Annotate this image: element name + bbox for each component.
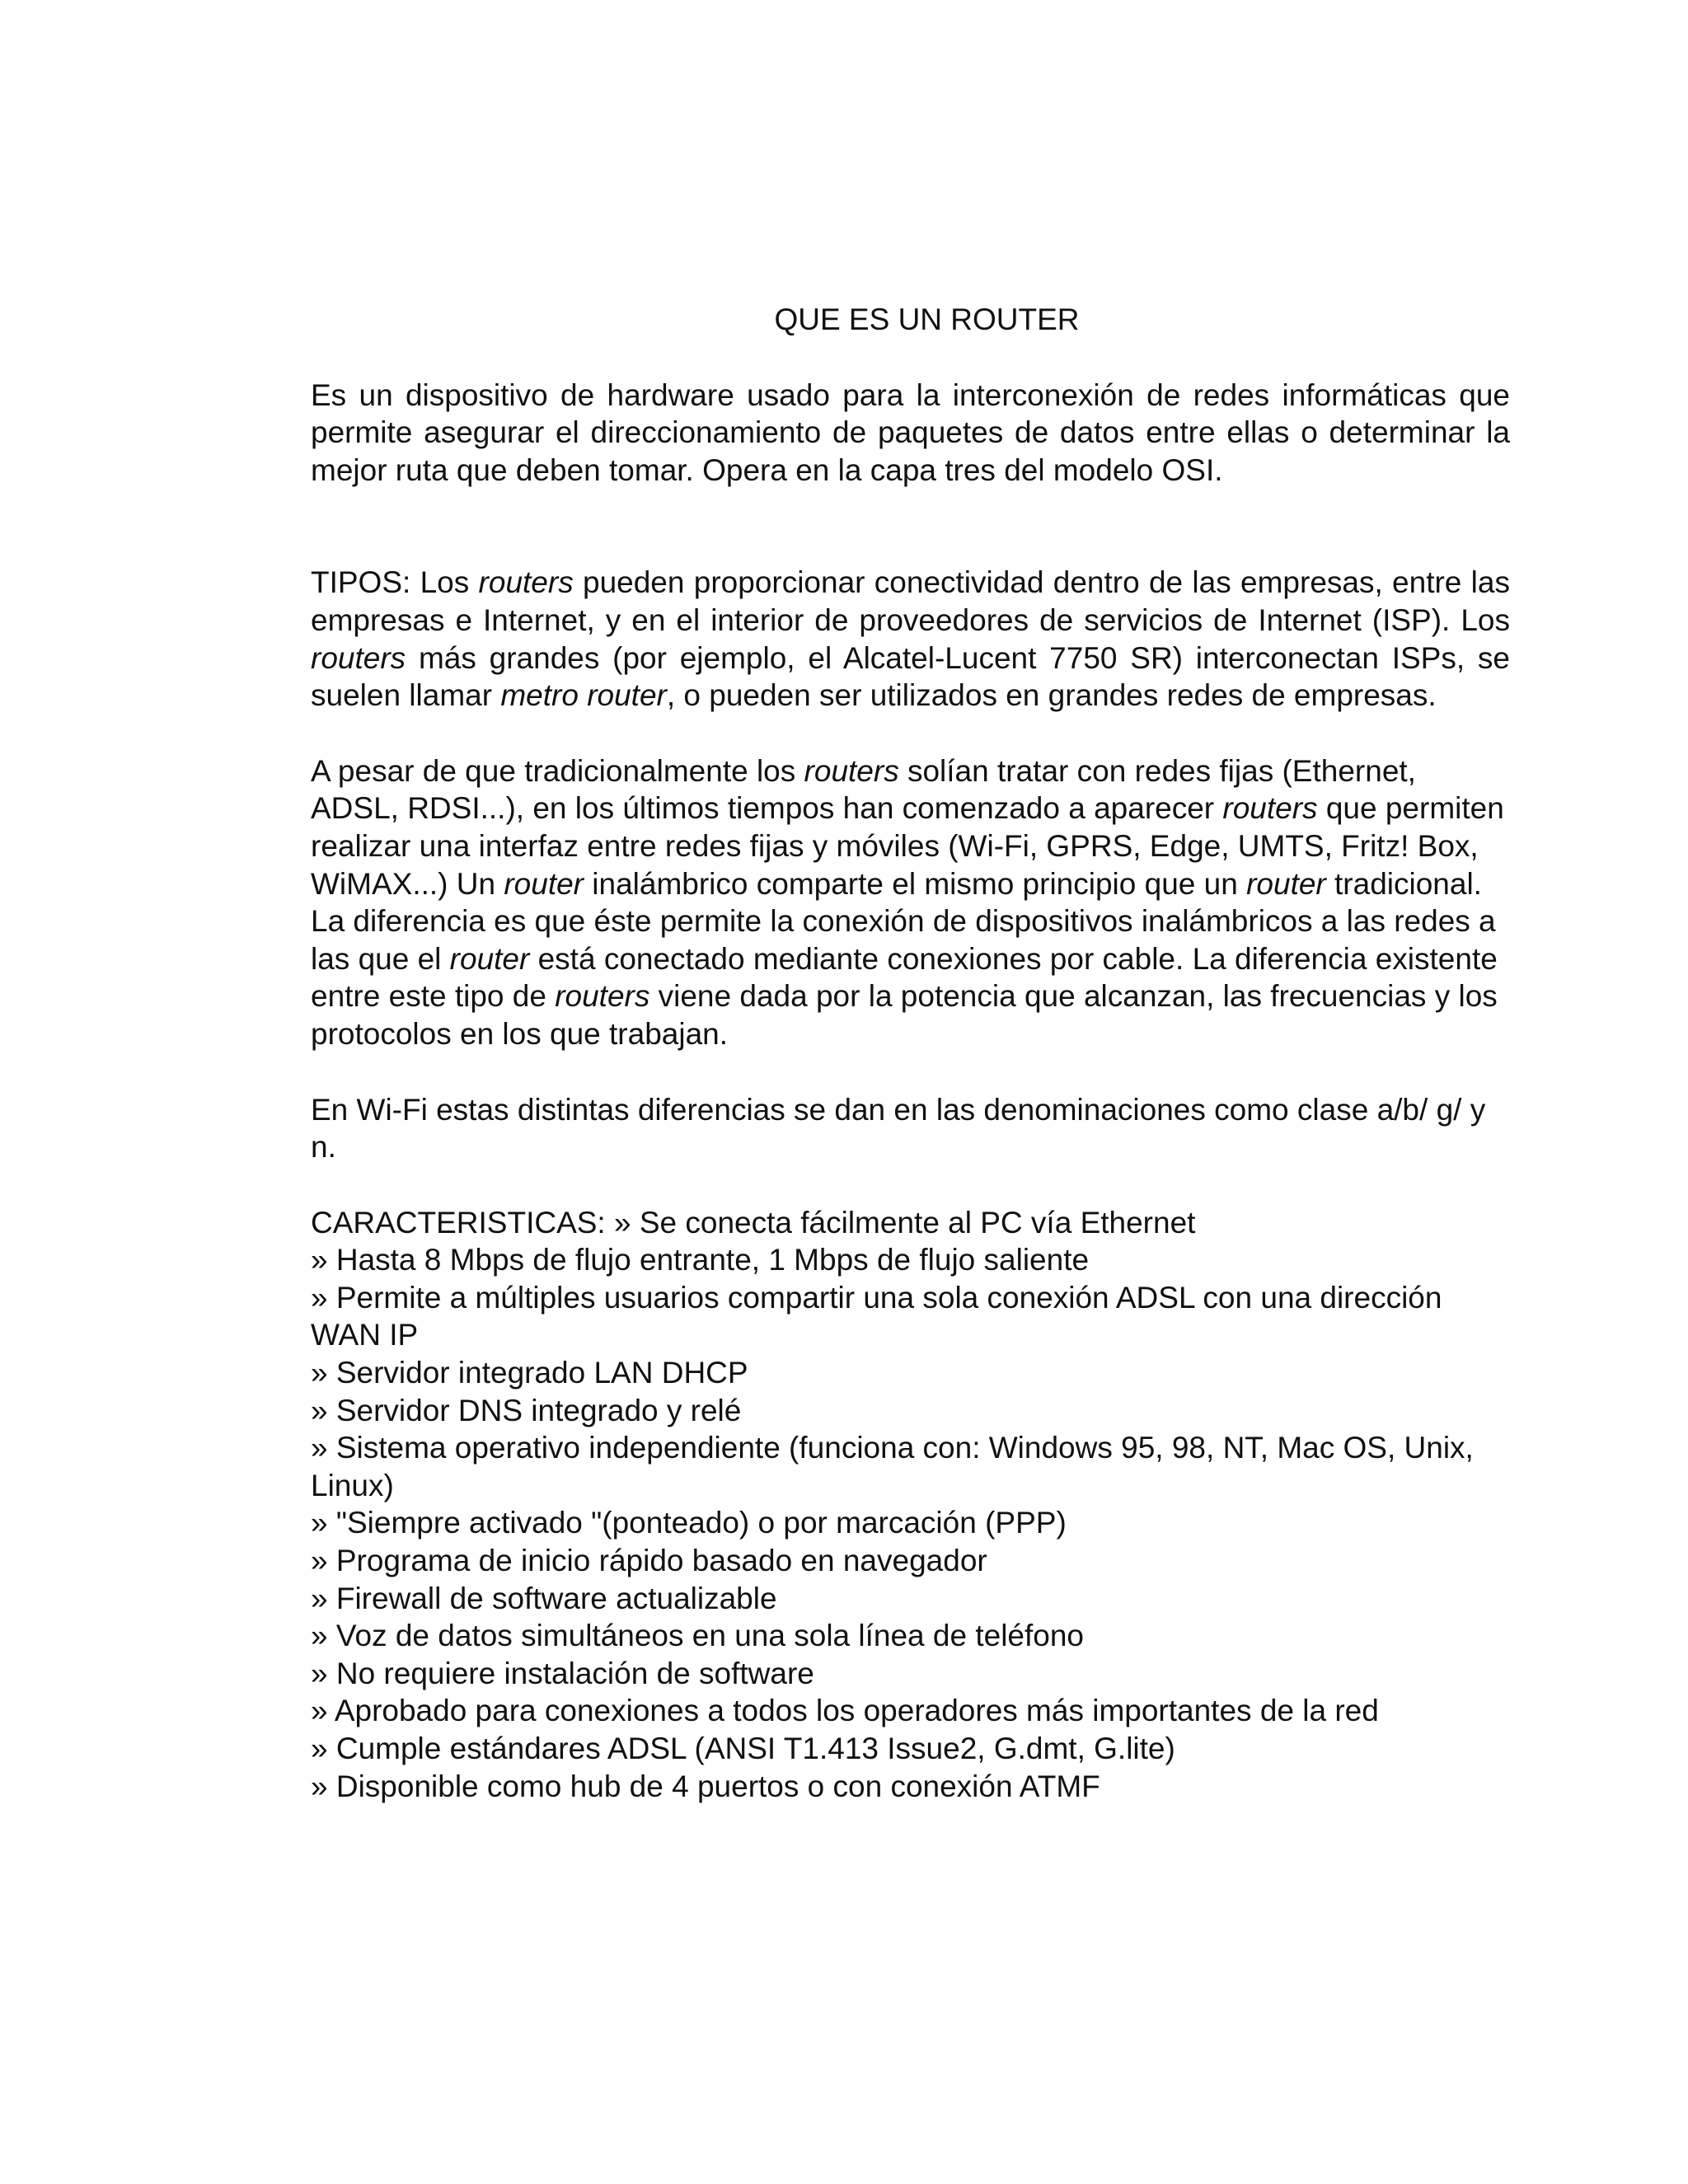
italic-term: routers — [1222, 791, 1318, 826]
list-item: » Aprobado para conexiones a todos los operadores más importantes de la red — [311, 1694, 1379, 1728]
list-item: » Permite a múltiples usuarios compartir una sola conexión ADSL con una dirección WAN IP — [311, 1280, 1442, 1352]
document-page — [311, 301, 1510, 1805]
text-run: está conectado mediante conexiones por cable. La diferencia existente entre este tipo de — [311, 941, 1498, 1014]
spacer — [311, 1166, 1510, 1204]
features-list — [311, 1204, 1510, 1806]
italic-term: router — [1246, 866, 1326, 901]
list-item: » Programa de inicio rápido basado en navegador — [311, 1544, 987, 1578]
italic-term: routers — [555, 979, 650, 1014]
list-item: » Servidor DNS integrado y relé — [311, 1393, 742, 1427]
list-item: » Disponible como hub de 4 puertos o con conexión ATMF — [311, 1769, 1100, 1803]
list-item: » Firewall de software actualizable — [311, 1581, 777, 1615]
spacer — [311, 1053, 1510, 1091]
italic-term: metro router — [500, 678, 667, 713]
paragraph-wireless — [311, 752, 1510, 1053]
italic-term: router — [449, 941, 530, 976]
spacer — [311, 489, 1510, 564]
italic-term: routers — [311, 640, 406, 675]
features-intro: CARACTERISTICAS: » Se conecta fácilmente al PC vía Ethernet — [311, 1205, 1196, 1240]
list-item: » Servidor integrado LAN DHCP — [311, 1356, 748, 1390]
text-run: viene dada por la potencia que alcanzan, las frecuencias y los protocolos en los que trabajan. — [311, 979, 1498, 1051]
text-run: más grandes (por ejemplo, el Alcatel-Lucent 7750 SR) interconectan ISPs, se suelen llamar — [311, 640, 1510, 713]
list-item: » Cumple estándares ADSL (ANSI T1.413 Issue2, G.dmt, G.lite) — [311, 1732, 1175, 1765]
text-run: , o pueden ser utilizados en grandes redes de empresas. — [666, 678, 1437, 713]
document-title: QUE ES UN ROUTER — [774, 302, 1080, 336]
paragraph-tipos — [311, 564, 1510, 714]
spacer — [311, 715, 1510, 752]
text-run: TIPOS: Los — [311, 565, 479, 600]
paragraph-wifi-classes: En Wi-Fi estas distintas diferencias se dan en las denominaciones como clase a/b/ g/ y n. — [311, 1092, 1486, 1165]
paragraph-definition: Es un dispositivo de hardware usado para la interconexión de redes informáticas que permite asegurar el direccionamiento de paquetes de datos entre ellas o determinar la mejor ruta que deben tomar. Opera en la capa tres del modelo OSI. — [311, 377, 1510, 487]
italic-term: routers — [478, 565, 574, 600]
list-item: » Hasta 8 Mbps de flujo entrante, 1 Mbps de flujo saliente — [311, 1243, 1090, 1277]
list-item: » No requiere instalación de software — [311, 1656, 814, 1690]
list-item: » Voz de datos simultáneos en una sola línea de teléfono — [311, 1619, 1085, 1653]
text-run: tradicional. La diferencia es que éste permite la conexión de dispositivos inalámbricos a las redes a las que el — [311, 866, 1496, 976]
text-run: inalámbrico comparte el mismo principio que un — [584, 866, 1247, 901]
text-run: pueden proporcionar conectividad dentro de las empresas, entre las empresas e Internet, y en el interior de proveedores de servicios de Internet (ISP). Los — [311, 565, 1510, 637]
italic-term: router — [504, 866, 584, 901]
italic-term: routers — [804, 753, 899, 788]
text-run: solían tratar con redes fijas (Ethernet, ADSL, RDSI...), en los últimos tiempos han comenzado a aparecer — [311, 753, 1416, 826]
text-run: que permiten realizar una interfaz entre redes fijas y móviles (Wi-Fi, GPRS, Edge, UMTS, Fritz! Box, WiMAX...) Un — [311, 791, 1504, 901]
list-item: » Sistema operativo independiente (funciona con: Windows 95, 98, NT, Mac OS, Unix, Linux) — [311, 1431, 1474, 1502]
text-run: A pesar de que tradicionalmente los — [311, 753, 804, 788]
list-item: » "Siempre activado "(ponteado) o por marcación (PPP) — [311, 1506, 1067, 1540]
